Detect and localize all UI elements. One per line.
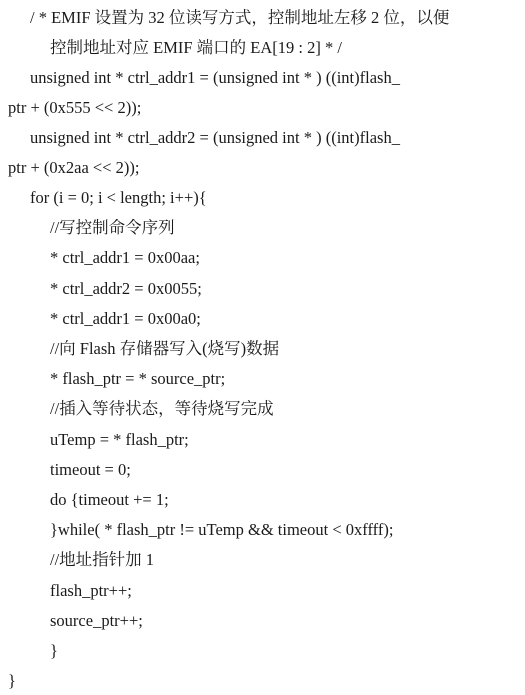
- code-line-21: source_ptr++;: [50, 611, 143, 630]
- code-line-20: flash_ptr++;: [50, 581, 132, 600]
- code-line-17: do {timeout += 1;: [50, 490, 169, 509]
- code-line-9: * ctrl_addr1 = 0x00aa;: [50, 248, 200, 267]
- code-line-7: for (i = 0; i < length; i++){: [30, 188, 207, 207]
- code-line-4: ptr + (0x555 << 2));: [8, 98, 142, 117]
- code-line-11: * ctrl_addr1 = 0x00a0;: [50, 309, 201, 328]
- code-line-22: }: [50, 641, 58, 660]
- code-line-16: timeout = 0;: [50, 460, 131, 479]
- code-line-23: }: [8, 671, 16, 690]
- code-line-18: }while( * flash_ptr != uTemp && timeout < 0xffff);: [50, 520, 394, 539]
- code-line-8: //写控制命令序列: [50, 218, 175, 237]
- code-line-13: * flash_ptr = * source_ptr;: [50, 369, 226, 388]
- code-line-14: //插入等待状态，等待烧写完成: [50, 399, 274, 418]
- code-line-15: uTemp = * flash_ptr;: [50, 430, 189, 449]
- code-line-6: ptr + (0x2aa << 2));: [8, 158, 140, 177]
- code-line-19: //地址指针加 1: [50, 550, 155, 569]
- code-line-2: 控制地址对应 EMIF 端口的 EA[19 : 2] * /: [50, 38, 342, 57]
- code-line-12: //向 Flash 存储器写入(烧写)数据: [50, 339, 280, 358]
- code-line-3: unsigned int * ctrl_addr1 = (unsigned int * ) ((int)flash_: [30, 68, 400, 87]
- code-line-10: * ctrl_addr2 = 0x0055;: [50, 279, 202, 298]
- code-line-5: unsigned int * ctrl_addr2 = (unsigned int * ) ((int)flash_: [30, 128, 400, 147]
- code-line-1: / * EMIF 设置为 32 位读写方式，控制地址左移 2 位，以便: [30, 8, 450, 27]
